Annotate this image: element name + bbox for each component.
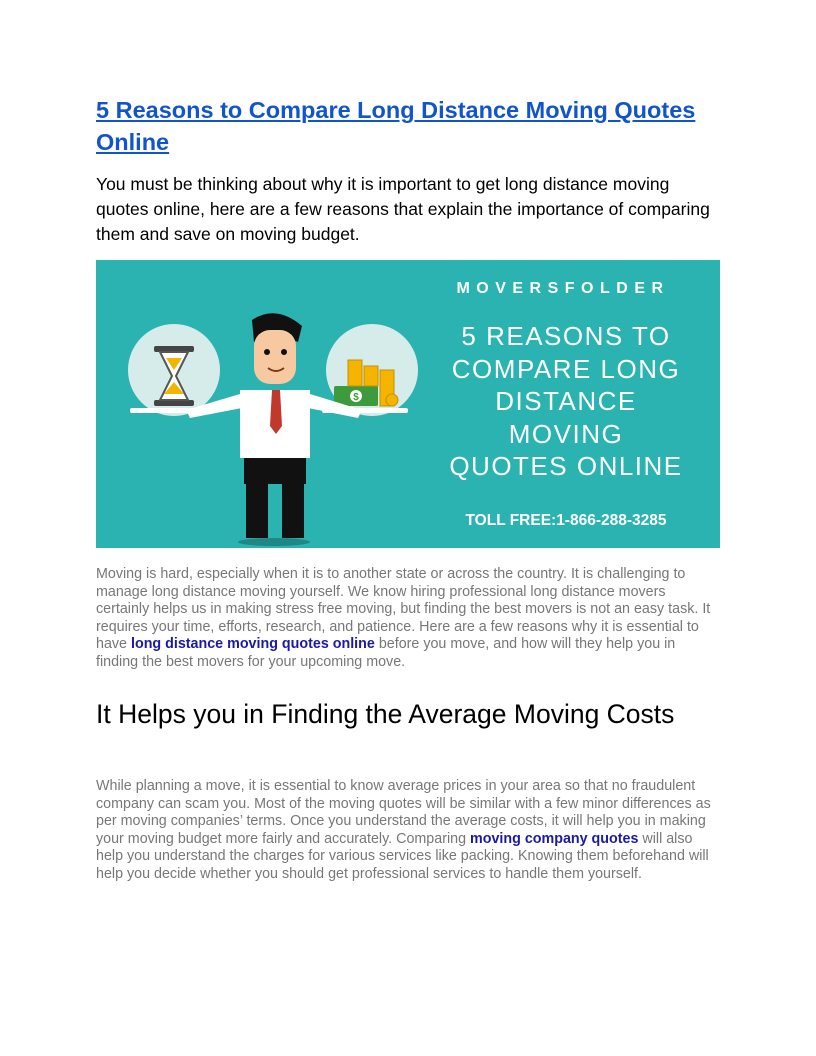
headline-line: QUOTES ONLINE — [449, 451, 683, 481]
headline-line: 5 REASONS TO — [461, 321, 671, 351]
brand-name: MOVERSFOLDER — [456, 280, 670, 297]
paragraph-text: Moving is hard, especially when it is to another state or across the country. It is challenging to manage long distance moving yourself. We know hiring professional long distance movers certainly helps us in making stress free moving, but finding the best movers is not an easy task. It requires your time, efforts, research, and patience. Here are a few reasons why it is essential to have — [96, 566, 711, 652]
section-heading: It Helps you in Finding the Average Moving Costs — [96, 699, 675, 729]
businessman-illustration — [126, 308, 426, 548]
intro-paragraph: You must be thinking about why it is important to get long distance moving quotes online, here are a few reasons that explain the importance of comparing them and save on moving budget. — [96, 174, 710, 244]
paragraph-text: While planning a move, it is essential to know average prices in your area so that no fraudulent company can scam you. Most of the moving quotes will be similar with a few minor differences as per moving companies’ terms. Once you understand the average costs, it will help you in making your moving budget more fairly and accurately. Comparing — [96, 778, 711, 847]
dollar-symbol: $ — [353, 392, 359, 403]
banner-headline — [436, 320, 696, 483]
long-distance-quotes-link[interactable]: long distance moving quotes online — [130, 636, 375, 652]
body-paragraph-1 — [96, 566, 720, 671]
headline-line: MOVING — [508, 418, 624, 449]
article-title-link[interactable]: 5 Reasons to Compare Long Distance Moving Quotes Online — [96, 97, 696, 155]
headline-line: COMPARE LONG — [451, 353, 681, 384]
body-paragraph-2 — [96, 778, 720, 883]
toll-free-number: TOLL FREE:1-866-288-3285 — [465, 512, 667, 529]
moving-company-quotes-link[interactable]: moving company quotes — [470, 830, 639, 847]
paragraph-text: before you move, and how will they help you in finding the best movers for your upcoming move. — [96, 636, 676, 670]
hero-banner-image — [96, 260, 720, 548]
paragraph-text: will also help you understand the charges for various services like packing. Knowing them beforehand will help you decide whether you should get professional services to handle them yourself. — [96, 830, 709, 882]
headline-line: DISTANCE — [495, 386, 637, 416]
